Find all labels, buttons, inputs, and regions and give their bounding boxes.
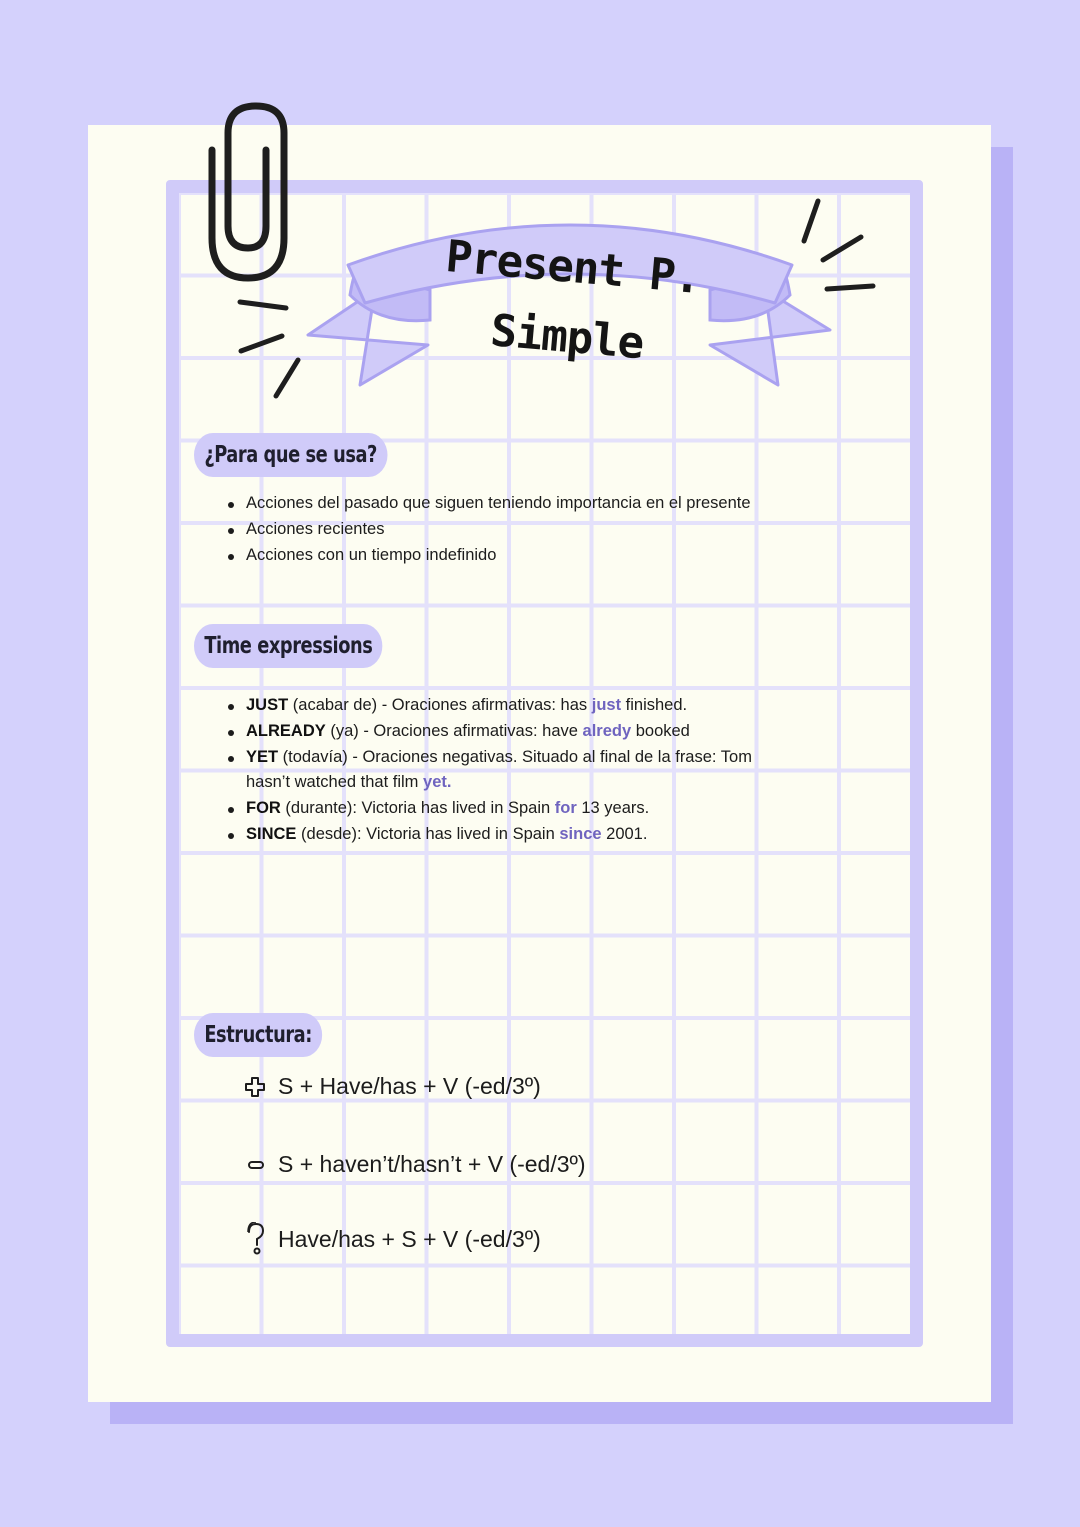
time-expressions-list <box>226 693 786 848</box>
section-heading-usage: ¿Para que se usa? <box>194 433 387 477</box>
question-icon <box>244 1222 278 1256</box>
keyword: ALREADY <box>246 721 326 740</box>
formula-affirmative <box>244 1073 541 1100</box>
explanation: (durante): Victoria has lived in Spain <box>280 799 555 818</box>
keyword: YET <box>246 747 279 766</box>
list-item: Acciones del pasado que siguen teniendo importancia en el presente <box>226 491 751 517</box>
list-item: Acciones recientes <box>226 517 751 543</box>
explanation: (todavía) - Oraciones negativas. Situado al final de la frase: Tom hasn’t watched that film <box>246 747 752 792</box>
keyword: SINCE <box>246 824 297 843</box>
keyword: JUST <box>246 696 289 714</box>
highlight: just <box>591 696 622 714</box>
explanation-end: 2001. <box>601 824 648 843</box>
explanation-end: finished. <box>621 696 688 714</box>
formula-negative <box>244 1151 586 1178</box>
formula-text: S + haven’t/hasn’t + V (-ed/3º) <box>278 1151 586 1177</box>
highlight: since <box>559 824 602 843</box>
explanation: (acabar de) - Oraciones afirmativas: has <box>288 696 592 714</box>
list-item: Acciones con un tiempo indefinido <box>226 543 751 569</box>
highlight: for <box>554 799 577 818</box>
minus-icon <box>244 1154 278 1176</box>
formula-text: S + Have/has + V (-ed/3º) <box>278 1073 541 1099</box>
list-item <box>226 719 786 745</box>
list-item <box>226 693 786 719</box>
highlight: alredy <box>582 721 632 740</box>
explanation: (desde): Victoria has lived in Spain <box>296 824 560 843</box>
explanation: (ya) - Oraciones afirmativas: have <box>325 721 583 740</box>
keyword: FOR <box>246 799 281 818</box>
paperclip-icon <box>198 98 298 288</box>
section-heading-time-expressions: Time expressions <box>194 624 383 668</box>
list-item <box>226 796 786 822</box>
section-heading-structure: Estructura: <box>194 1013 322 1057</box>
formula-text: Have/has + S + V (-ed/3º) <box>278 1225 541 1252</box>
plus-icon <box>244 1076 278 1098</box>
highlight: yet. <box>423 773 452 792</box>
list-item <box>226 822 786 848</box>
explanation-end: booked <box>631 721 690 740</box>
explanation-end: 13 years. <box>576 799 650 818</box>
list-item <box>226 745 786 797</box>
page-title: Present P. Simple <box>443 230 703 370</box>
formula-interrogative <box>244 1222 541 1256</box>
usage-list <box>226 491 751 568</box>
